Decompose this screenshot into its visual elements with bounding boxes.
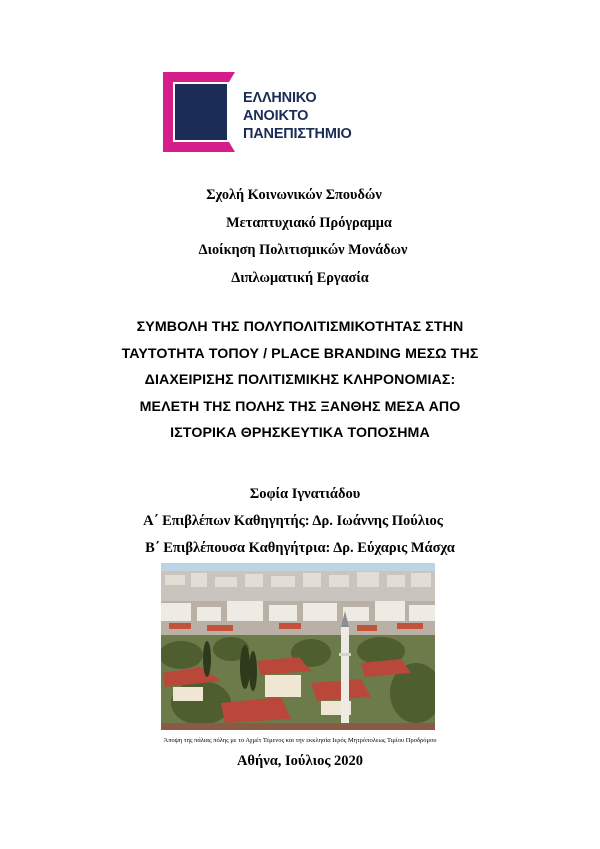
document-type: Διπλωματική Εργασία [231,269,369,286]
supervisor-a: Α΄ Επιβλέπων Καθηγητής: Δρ. Ιωάννης Πούλιος [143,513,443,529]
logo-line-1: ΕΛΛΗΝΙΚΟ [243,90,317,106]
university-logo-mark [163,72,239,152]
city-photo [161,563,435,730]
thesis-title-line: ΔΙΑΧΕΙΡΙΣΗΣ ΠΟΛΙΤΙΣΜΙΚΗΣ ΚΛΗΡΟΝΟΜΙΑΣ: [144,372,456,388]
logo-line-3: ΠΑΝΕΠΙΣΤΗΜΙΟ [243,126,352,142]
thesis-title [60,314,540,447]
program-name: Μεταπτυχιακό Πρόγραμμα [226,214,392,231]
logo-line-2: ΑΝΟΙΚΤΟ [243,108,309,124]
thesis-title-line: ΣΥΜΒΟΛΗ ΤΗΣ ΠΟΛΥΠΟΛΙΤΙΣΜΙΚΟΤΗΤΑΣ ΣΤΗΝ [136,319,464,335]
author-block [0,481,600,562]
thesis-title-line: ΜΕΛΕΤΗ ΤΗΣ ΠΟΛΗΣ ΤΗΣ ΞΑΝΘΗΣ ΜΕΣΑ ΑΠΟ [139,398,461,415]
author-name: Σοφία Ιγνατιάδου [249,486,361,502]
place-date: Αθήνα, Ιούλιος 2020 [236,753,364,769]
thesis-title-line: ΙΣΤΟΡΙΚΑ ΘΡΗΣΚΕΥΤΙΚΑ ΤΟΠΟΣΗΜΑ [170,425,430,441]
faculty-name: Σχολή Κοινωνικών Σπουδών [206,187,382,203]
school-info [0,182,600,292]
photo-caption: Άποψη της πάλιας πόλης με το Αχμέτ Τέμενος και την εκκλησία Ιερός Μητρόπολεως Τιμίου Προδρόμου [163,737,437,744]
specialization-name: Διοίκηση Πολιτισμικών Μονάδων [198,242,408,258]
thesis-title-line: ΤΑΥΤΟΤΗΤΑ ΤΟΠΟΥ / PLACE BRANDING ΜΕΣΩ ΤΗΣ [121,345,479,362]
university-logo [163,72,373,152]
supervisor-b: Β΄ Επιβλέπουσα Καθηγήτρια: Δρ. Εύχαρις Μάσχα [145,540,455,556]
university-logo-wordmark [243,89,352,143]
